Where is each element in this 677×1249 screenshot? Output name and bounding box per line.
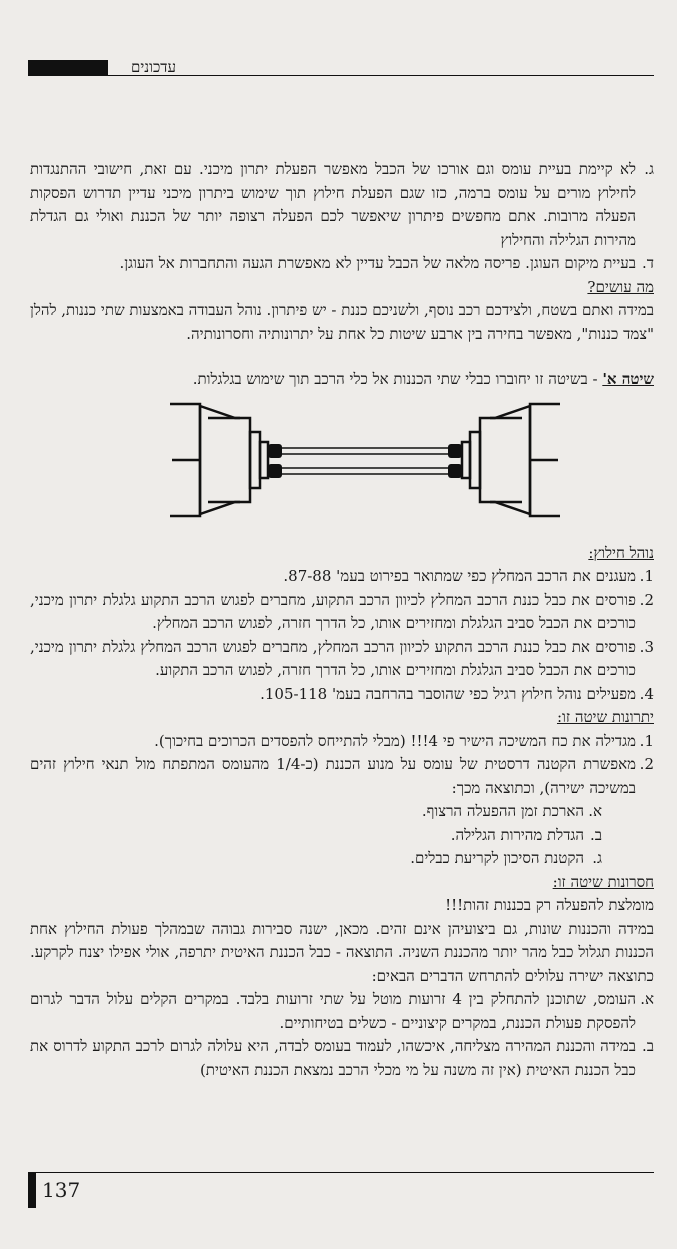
advantages-heading: יתרונות שיטה זו: (556, 708, 654, 726)
item-text: מעגנים את הרכב המחלץ כפי שמתואר בפירוט בעמ' 87-88. (283, 567, 636, 585)
item-marker: 1. (639, 731, 654, 750)
item-text: הגדלת מהירות הגלילה. (450, 825, 584, 844)
disadvantage-item (30, 988, 654, 1035)
item-marker: 4. (639, 684, 654, 703)
intro-item (30, 158, 654, 252)
item-text: לא קיימת בעיית עומס וגם אורכו של הכבל מאפשר הפעלת יתרון מיכני. עם זאת, חישובי ההתנגדות לחילוץ מורים על עומס ברמה, כזו שגם הפעלת חילוץ תוך שימוש ביתרון מיכני עדיין תדרוש הפסקות הפעלה מרובות. אתם מחפשים פיתרון שיאפשר לכם הפעלה רצופה יותר של הכננת ואולי גם הגדלת מהירות הגלילה והחילוץ (30, 160, 636, 249)
procedure-item (30, 589, 654, 636)
what-todo-paragraph: במידה ואתם בשטח, ולצידכם רכב נוסף, ולשניכם כננת - יש פיתרון. נוהל העבודה באמצעות שתי כננות, להלן "צמד כננות", מאפשר בחירה בין ארבע שיטות כל אחת על יתרונותיה וחסרונותיה. (30, 301, 654, 343)
item-marker: ג. (592, 849, 602, 867)
item-marker: ב. (590, 825, 602, 844)
method-a-line (30, 368, 654, 392)
two-winch-diagram (30, 392, 654, 542)
item-text: מגדילה את כח המשיכה הישיר פי 4!!! (מבלי להתייחס להפסדים הכרוכים בחיכוך). (154, 731, 636, 750)
advantage-subitem (30, 824, 654, 848)
what-todo-heading: מה עושים? (587, 277, 654, 296)
item-marker: א. (640, 990, 654, 1008)
disadvantages-paragraph: במידה והכננות שונות, גם ביצועיהן אינם זהים. מכאן, ישנה סבירות גבוהה שבמהלך פעולת החילוץ אחת הכננות תגלול כבל מהר יותר מהכננת השניה. התוצאה - כבל הכננת האיטית יתרפה, אולי אפילו יצנח לקרקע. כתוצאה ישירה עלולים להתרחש הדברים הבאים: (30, 919, 654, 985)
advantage-item (30, 730, 654, 754)
item-text: במידה והכננת המהירה מצליחה, איכשהו, לעמוד בעומס לבדה, היא עלולה לגרום לרכב התקוע לדרוס את כבל הכננת האיטית (אין זה משנה על מי מכלי הרכב נמצאת הכננת האיטית) (30, 1037, 636, 1079)
item-text: הארכת זמן ההפעלה הרצוף. (421, 802, 584, 820)
disadvantage-item (30, 1035, 654, 1082)
procedure-item (30, 565, 654, 589)
item-marker: 2. (639, 590, 654, 609)
running-header (28, 60, 654, 78)
item-text: פורסים את כבל כננת הרכב התקוע לכיוון הרכב המחלץ, מחברים לפגוש הרכב המחלץ גלגלת יתרון מיכני, כורכים את הכבל סביב הגלגלת ומחזירים אותו, כל הדרך חזרה, לפגוש הרכב התקוע. (30, 637, 636, 679)
item-marker: ב. (642, 1037, 654, 1055)
footer-bar (28, 1172, 36, 1208)
method-a-text: - בשיטה זו יחוברו כבלי שתי הכננות אל כלי הרכב תוך שימוש בגלגלות. (192, 370, 598, 388)
footer-rule (28, 1172, 654, 1173)
item-marker: א. (588, 802, 602, 820)
chapter-title: עדכונים (130, 58, 176, 76)
page-number: 137 (42, 1178, 81, 1202)
item-text: העומס, שתוכנן להתחלק בין 4 זרועות מוטל על שתי זרועות בלבד. במקרים הקלים עלול הדבר לגרום להפסקת פעולת הכננת, במקרים קיצוניים - כשלים בטיחותיים. (30, 990, 636, 1032)
method-a-label: שיטה א' (602, 370, 654, 388)
procedure-heading: נוהל חילוץ: (588, 543, 654, 562)
item-text: פורסים את כבל כננת הרכב המחלץ לכיוון הרכב התקוע, מחברים לפגוש הרכב התקוע גלגלת יתרון מיכני, כורכים את הכבל סביב הגלגלת ומחזירים אותו, כל הדרך חזרה, לפגוש הרכב המחלץ. (30, 590, 637, 632)
header-rule (108, 75, 654, 76)
header-bar (28, 60, 108, 76)
item-marker: ג. (644, 160, 654, 178)
disadvantages-heading: חסרונות שיטה זו: (552, 872, 654, 891)
page-body (30, 158, 654, 1082)
intro-item (30, 252, 654, 276)
item-marker: 2. (639, 755, 654, 773)
item-text: בעיית מיקום העוגן. פריסה מלאה של הכבל עדיין לא מאפשרת הגעה והתחברות אל העוגן. (119, 254, 636, 272)
item-text: מאפשרת הקטנה דרסטית של עומס על מנוע הכננת (כ-1/4 מהעומס המתפתח מול תנאי חילוץ זהים במשיכה ישירה), וכתוצאה מכך: (30, 755, 636, 797)
procedure-item (30, 683, 654, 707)
item-text: הקטנת הסיכון לקריעת כבלים. (410, 849, 584, 867)
advantage-item (30, 753, 654, 800)
vehicles-pulley-illustration (170, 398, 560, 528)
item-marker: 1. (639, 567, 654, 585)
advantage-subitem (30, 800, 654, 824)
procedure-item (30, 636, 654, 683)
item-marker: ד. (642, 254, 654, 272)
item-text: מפעילים נוהל חילוץ רגיל כפי שהוסבר בהרחבה בעמ' 105-118. (260, 684, 636, 703)
advantage-subitem (30, 847, 654, 871)
item-marker: 3. (639, 637, 654, 656)
disadvantages-note: מומלצת להפעלה רק בכננות זהות!!! (445, 896, 654, 914)
